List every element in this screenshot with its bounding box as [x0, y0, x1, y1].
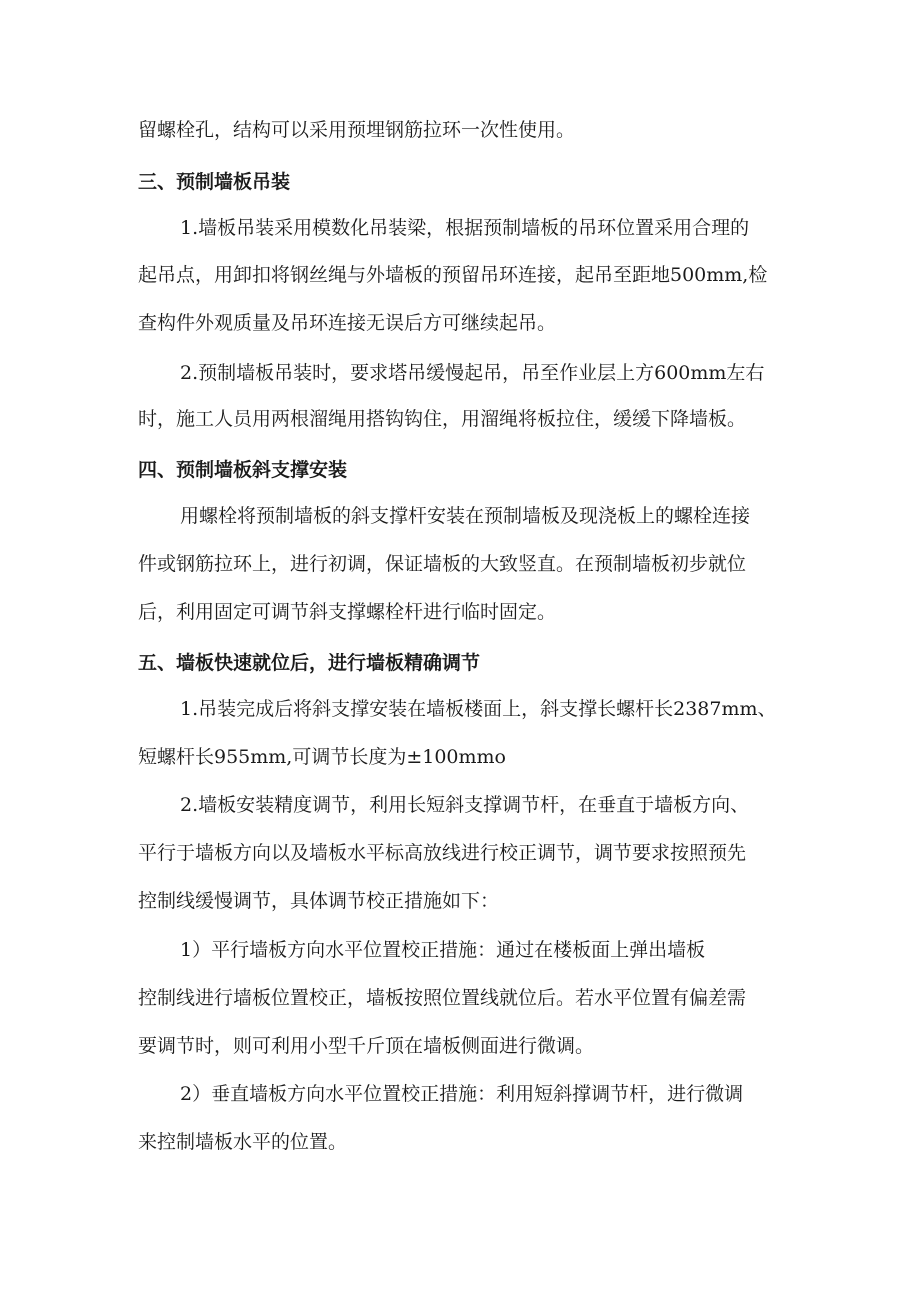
- paragraph-line: 2.墙板安装精度调节，利用长短斜支撑调节杆，在垂直于墙板方向、: [180, 794, 750, 816]
- paragraph-line: 1.吊装完成后将斜支撑安装在墙板楼面上，斜支撑长螺杆长2387mm、: [180, 698, 777, 720]
- paragraph-line: 平行于墙板方向以及墙板水平标高放线进行校正调节，调节要求按照预先: [138, 842, 747, 864]
- paragraph-line: 查构件外观质量及吊环连接无误后方可继续起吊。: [138, 312, 557, 334]
- paragraph-line: 2.预制墙板吊装时，要求塔吊缓慢起吊，吊至作业层上方600mm左右: [180, 362, 765, 384]
- paragraph-line: 件或钢筋拉环上，进行初调，保证墙板的大致竖直。在预制墙板初步就位: [138, 553, 747, 575]
- paragraph-line: 留螺栓孔，结构可以采用预埋钢筋拉环一次性使用。: [138, 119, 576, 141]
- paragraph-line: 起吊点，用卸扣将钢丝绳与外墙板的预留吊环连接，起吊至距地500mm,检: [138, 264, 768, 286]
- paragraph-line: 用螺栓将预制墙板的斜支撑杆安装在预制墙板及现浇板上的螺栓连接: [180, 505, 751, 527]
- paragraph-line: 短螺杆长955mm,可调节长度为±100mmo: [138, 746, 506, 768]
- paragraph-line: 1）平行墙板方向水平位置校正措施：通过在楼板面上弹出墙板: [180, 939, 706, 961]
- section-heading: 五、墙板快速就位后，进行墙板精确调节: [138, 652, 481, 674]
- paragraph-line: 要调节时，则可利用小型千斤顶在墙板侧面进行微调。: [138, 1035, 595, 1057]
- paragraph-line: 控制线缓慢调节，具体调节校正措施如下：: [138, 890, 500, 912]
- paragraph-line: 2）垂直墙板方向水平位置校正措施：利用短斜撑调节杆，进行微调: [180, 1083, 744, 1105]
- paragraph-line: 控制线进行墙板位置校正，墙板按照位置线就位后。若水平位置有偏差需: [138, 987, 747, 1009]
- paragraph-line: 时，施工人员用两根溜绳用搭钩钩住，用溜绳将板拉住，缓缓下降墙板。: [138, 408, 747, 430]
- section-heading: 三、预制墙板吊装: [138, 171, 291, 193]
- paragraph-line: 后，利用固定可调节斜支撑螺栓杆进行临时固定。: [138, 601, 557, 623]
- section-heading: 四、预制墙板斜支撑安装: [138, 459, 348, 481]
- paragraph-line: 来控制墙板水平的位置。: [138, 1131, 348, 1153]
- paragraph-line: 1.墙板吊装采用模数化吊装梁，根据预制墙板的吊环位置采用合理的: [180, 217, 750, 239]
